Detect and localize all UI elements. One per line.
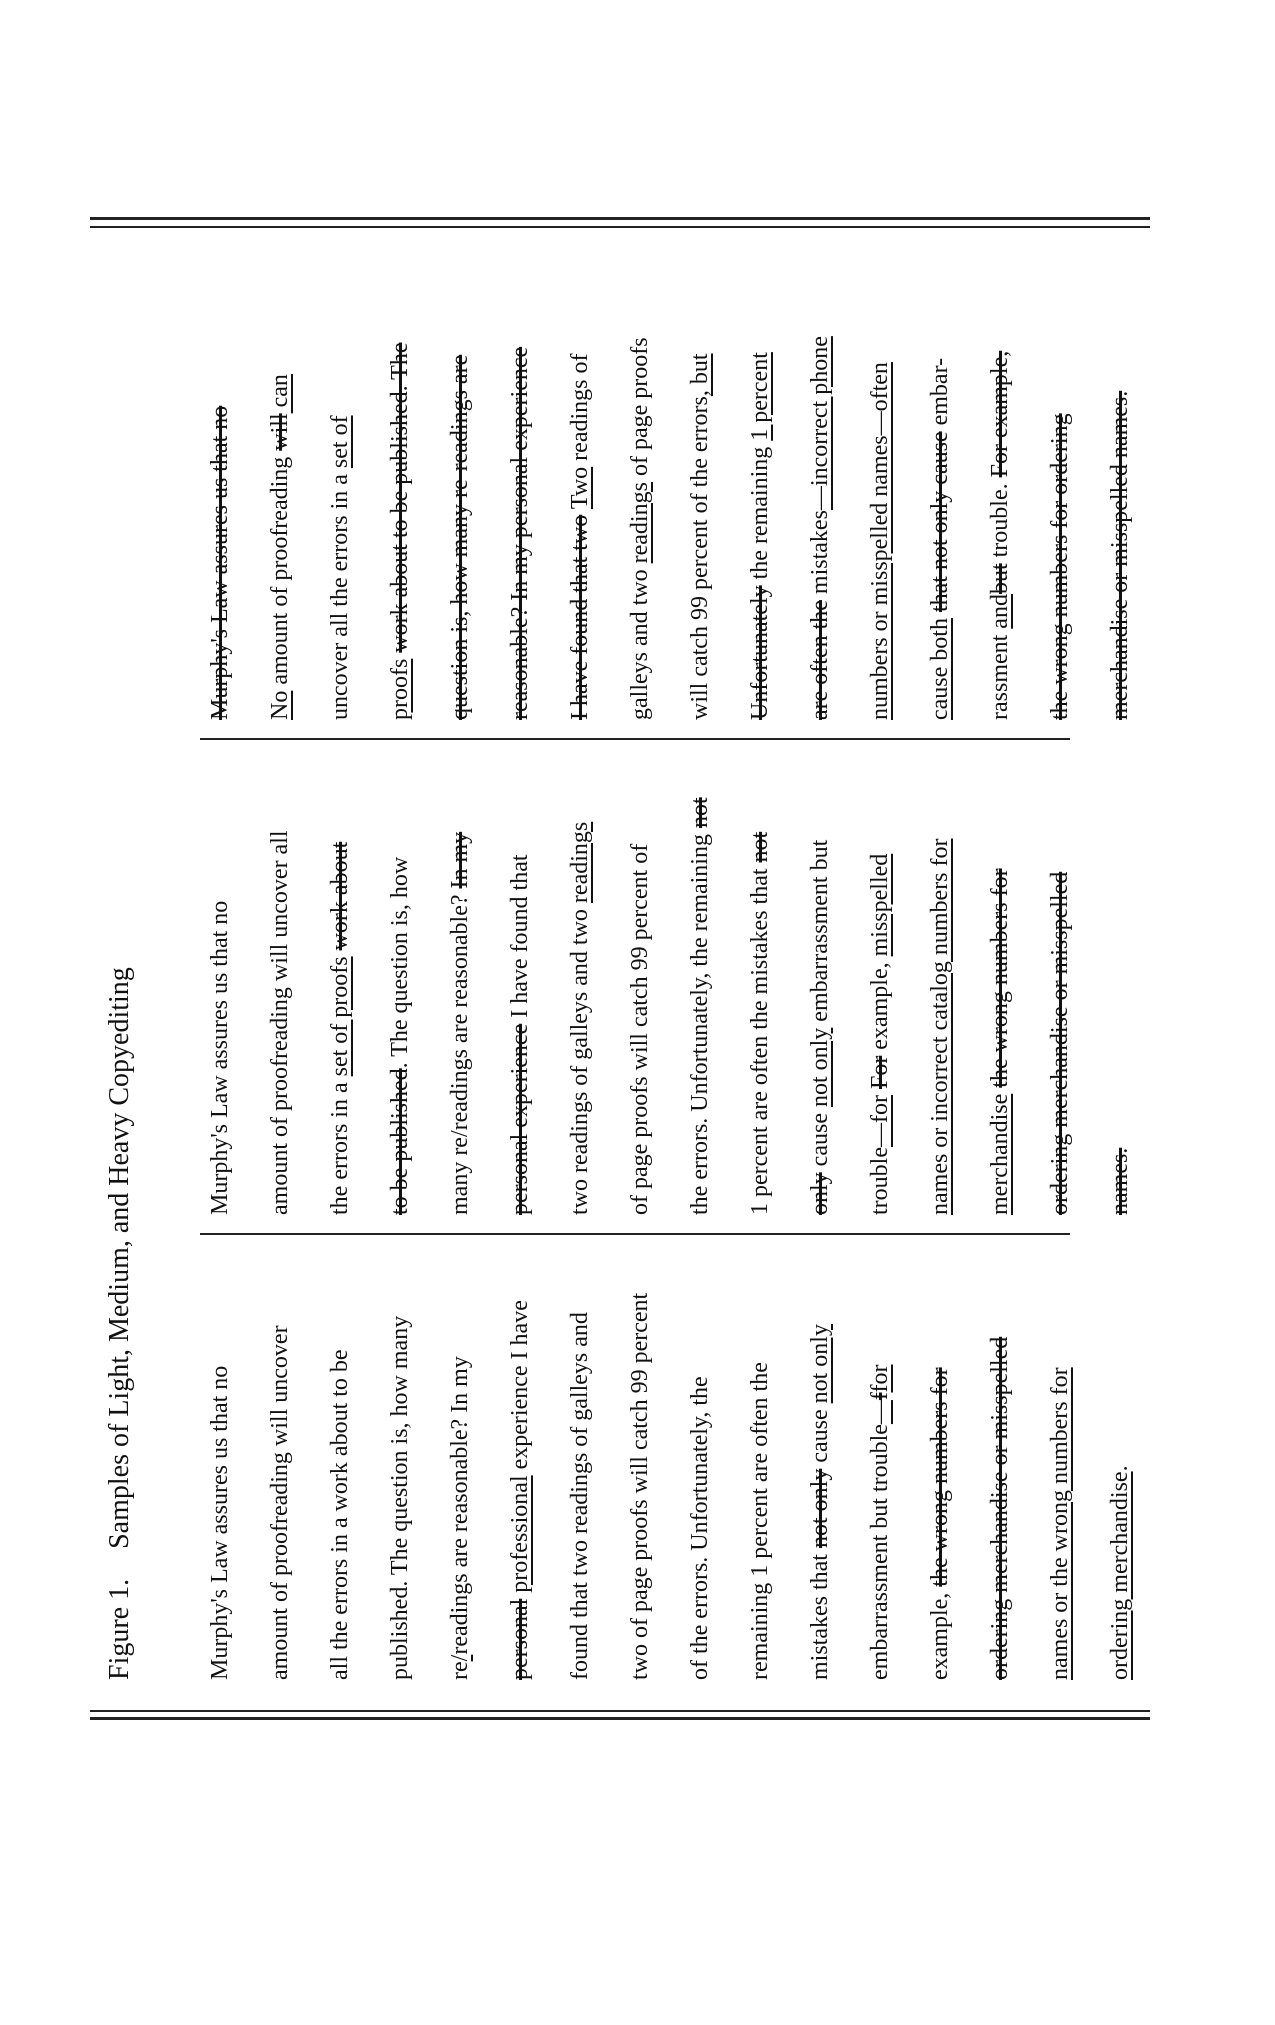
deleted-text: Murphy's Law assures us that no — [207, 405, 233, 720]
deleted-text: will — [267, 413, 293, 451]
deleted-text: merchandise or misspelled names. — [1107, 390, 1133, 720]
text-run: embarrassment but trouble — [867, 1424, 893, 1680]
deleted-text: ordering merchandise or misspelled — [987, 1336, 1013, 1680]
deleted-text: f — [867, 1392, 893, 1401]
inserted-text: readings — [627, 482, 653, 564]
figure-title: Samples of Light, Medium, and Heavy Copyediting — [104, 967, 135, 1549]
text-run: mistakes that — [807, 1548, 833, 1680]
text-run — [987, 1088, 1013, 1094]
text-run: two readings of galleys and two — [567, 903, 593, 1215]
column-light — [190, 1240, 1150, 1680]
text-run: found that two readings of galleys and — [567, 1312, 593, 1680]
text-run: of page proofs — [627, 337, 653, 483]
text-run: Murphy's Law assures us that no — [207, 1365, 233, 1680]
text-run: . — [1107, 1465, 1133, 1472]
deleted-text: In my — [447, 831, 473, 889]
text-line — [250, 745, 310, 1215]
text-run — [867, 1089, 893, 1095]
text-run: readings of — [567, 353, 593, 467]
inserted-text: —for — [867, 1095, 893, 1148]
inserted-text: not only — [807, 1324, 833, 1404]
column-divider-1 — [200, 1233, 1070, 1235]
deleted-text: the wrong numbers for — [987, 868, 1013, 1088]
inserted-text: —incorrect phone — [807, 336, 833, 511]
deleted-text: are often the — [807, 600, 833, 720]
inserted-text: merchandise — [987, 1093, 1013, 1215]
inserted-text: / — [447, 1654, 473, 1662]
left-border-rule-inner — [90, 1710, 1150, 1712]
text-run: galleys and two — [627, 563, 653, 720]
inserted-text: readings — [567, 821, 593, 904]
text-line — [310, 250, 370, 720]
text-run: many re/readings are reasonable? — [447, 888, 473, 1215]
deleted-text: work about to be published. The — [387, 342, 413, 653]
text-line — [490, 250, 550, 720]
inserted-text: names or the wrong numbers for — [1047, 1367, 1073, 1680]
deleted-text: Unfortunately — [747, 585, 773, 720]
text-line — [310, 1240, 370, 1680]
text-line — [910, 745, 970, 1215]
deleted-text: but — [987, 563, 1013, 595]
text-line — [1090, 250, 1150, 720]
inserted-text: names or incorrect catalog numbers for — [927, 838, 953, 1215]
text-line — [550, 745, 610, 1215]
deleted-text: the wrong numbers for ordering — [1047, 413, 1073, 720]
text-line — [910, 250, 970, 720]
inserted-text: can — [267, 374, 293, 414]
deleted-text: For — [867, 1055, 893, 1090]
text-run: re — [447, 1661, 473, 1680]
rotated-page — [90, 220, 1150, 1720]
figure-label: Figure 1. — [104, 1578, 135, 1680]
text-run: I have found that — [507, 854, 533, 1024]
text-line — [850, 1240, 910, 1680]
text-run: the errors in a — [327, 1076, 353, 1215]
text-line — [550, 250, 610, 720]
text-run: uncover all the errors in a — [327, 468, 353, 720]
deleted-text: not — [687, 797, 713, 829]
text-run: embarrassment but — [807, 839, 833, 1028]
text-line — [370, 745, 430, 1215]
text-line — [190, 1240, 250, 1680]
text-line — [430, 250, 490, 720]
inserted-text: not only — [807, 1027, 833, 1108]
text-run: amount of proofreading will uncover all — [267, 830, 293, 1215]
left-border-rule — [90, 1717, 1150, 1720]
text-run: all the errors in a work about to be — [327, 1349, 353, 1680]
text-line — [490, 1240, 550, 1680]
text-run: cause — [807, 1403, 833, 1469]
inserted-text: — — [867, 1400, 893, 1425]
inserted-text: set of proofs — [327, 956, 353, 1077]
text-run — [567, 509, 593, 515]
text-run: of the errors. Unfortunately, the — [687, 1376, 713, 1680]
text-line — [490, 745, 550, 1215]
text-line — [1090, 745, 1150, 1215]
text-line — [610, 1240, 670, 1680]
text-line — [430, 1240, 490, 1680]
inserted-text: misspelled — [867, 853, 893, 957]
text-run — [507, 1593, 533, 1599]
text-run: trouble — [867, 1147, 893, 1215]
text-line — [670, 250, 730, 720]
text-line — [850, 250, 910, 720]
text-line — [670, 745, 730, 1215]
deleted-text: question is, how many re-readings are — [447, 354, 473, 720]
text-run — [387, 653, 413, 659]
text-run: will catch 99 percent of the errors — [687, 396, 713, 720]
text-run: experience I have — [507, 1300, 533, 1476]
text-line — [550, 1240, 610, 1680]
text-run: two of page proofs will catch 99 percent — [627, 1292, 653, 1680]
inserted-text: professional — [507, 1475, 533, 1593]
text-run: example, — [867, 956, 893, 1056]
deleted-text: personal — [507, 1598, 533, 1680]
inserted-text: cause both — [927, 618, 953, 720]
column-heavy — [190, 250, 1150, 720]
text-line — [730, 250, 790, 720]
inserted-text: set of — [327, 415, 353, 469]
text-line — [730, 1240, 790, 1680]
text-run: the remaining — [747, 440, 773, 586]
inserted-text: , but — [687, 353, 713, 397]
text-line — [610, 250, 670, 720]
text-run: embar- — [927, 357, 953, 432]
text-line — [790, 745, 850, 1215]
text-run: published. The question is, how many — [387, 1315, 413, 1680]
text-line — [730, 745, 790, 1215]
text-line — [910, 1240, 970, 1680]
deleted-text: names. — [1107, 1147, 1133, 1215]
column-divider-2 — [200, 738, 1070, 740]
text-run: amount of proofreading — [267, 450, 293, 691]
deleted-text: ordering merchandise or misspelled — [1047, 871, 1073, 1215]
deleted-text: I have found that two — [567, 514, 593, 720]
text-line — [1090, 1240, 1150, 1680]
text-line — [670, 1240, 730, 1680]
inserted-text: numbers or misspelled names—often — [867, 362, 893, 720]
text-run: mistakes — [807, 510, 833, 601]
text-line — [250, 1240, 310, 1680]
text-line — [790, 250, 850, 720]
right-border-rule — [90, 217, 1150, 220]
text-run: cause — [807, 1107, 833, 1173]
text-line — [250, 250, 310, 720]
text-run: . The question is, how — [387, 856, 413, 1069]
text-run: 1 percent are often the mistakes that — [747, 862, 773, 1215]
text-run: example, — [927, 1586, 953, 1680]
text-line — [370, 1240, 430, 1680]
deleted-text: personal experience — [507, 1023, 533, 1215]
figure-caption — [104, 967, 136, 1680]
text-run: Murphy's Law assures us that no — [207, 900, 233, 1215]
text-line — [970, 250, 1030, 720]
deleted-text: the wrong numbers for — [927, 1367, 953, 1587]
deleted-text: For example, — [987, 350, 1013, 478]
inserted-text: proofs — [387, 658, 413, 720]
text-line — [1030, 250, 1090, 720]
deleted-text: that not only cause — [927, 431, 953, 613]
text-run — [927, 612, 953, 618]
deleted-text: only — [807, 1172, 833, 1215]
deleted-text: reasonable? In my personal experience — [507, 346, 533, 720]
inserted-text: Two — [567, 466, 593, 510]
deleted-text: not only — [807, 1468, 833, 1549]
inserted-text: ordering merchandise — [1107, 1471, 1133, 1680]
deleted-text: not — [747, 831, 773, 863]
inserted-text: No — [267, 690, 293, 720]
text-run: readings are reasonable? In my — [447, 1356, 473, 1655]
text-line — [1030, 745, 1090, 1215]
text-line — [970, 745, 1030, 1215]
text-line — [970, 1240, 1030, 1680]
text-line — [610, 745, 670, 1215]
text-run: remaining 1 percent are often the — [747, 1362, 773, 1680]
text-line — [790, 1240, 850, 1680]
column-medium — [190, 745, 1150, 1215]
inserted-text: and — [987, 594, 1013, 629]
text-run: of page proofs will catch 99 percent of — [627, 843, 653, 1215]
text-line — [1030, 1240, 1090, 1680]
text-run: amount of proofreading will uncover — [267, 1325, 293, 1680]
text-run: trouble. — [987, 477, 1013, 564]
inserted-text: 1 percent — [747, 352, 773, 441]
text-line — [370, 250, 430, 720]
text-line — [850, 745, 910, 1215]
text-run: the errors. Unfortunately, the remaining — [687, 828, 713, 1215]
text-line — [190, 250, 250, 720]
right-border-rule-inner — [90, 226, 1150, 228]
text-line — [430, 745, 490, 1215]
deleted-text: to be published — [387, 1068, 413, 1215]
text-run — [327, 950, 353, 956]
text-line — [190, 745, 250, 1215]
inserted-text: for — [867, 1364, 893, 1393]
text-line — [310, 745, 370, 1215]
text-run: rassment — [987, 628, 1013, 720]
deleted-text: work about — [327, 841, 353, 951]
